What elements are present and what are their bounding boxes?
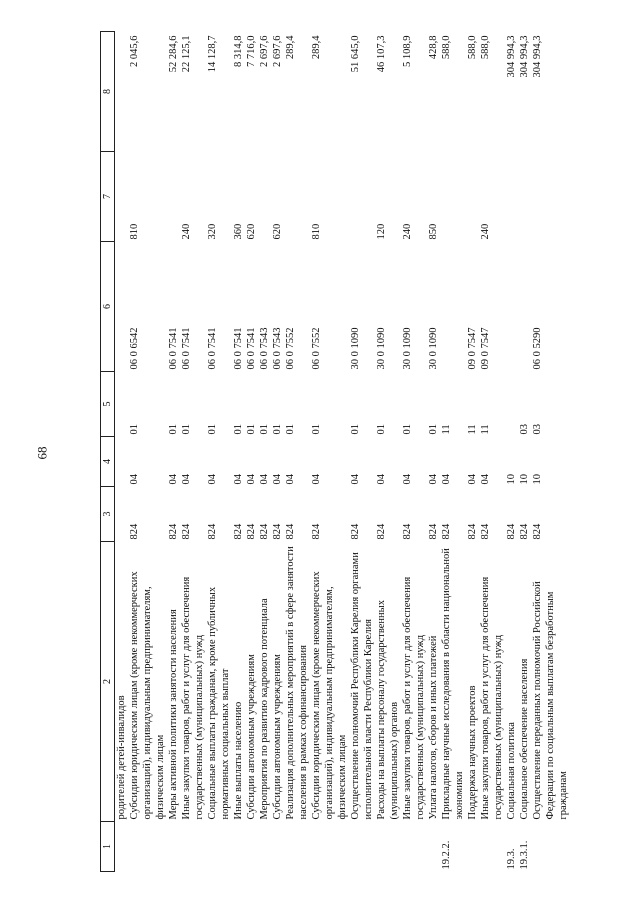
table-row bbox=[180, 32, 206, 872]
table-row bbox=[284, 32, 310, 872]
amount-cell: 588,0 bbox=[467, 35, 478, 60]
section-code-cell: 04 bbox=[259, 474, 270, 485]
table-row bbox=[232, 32, 245, 872]
subsection-code-cell: 11 bbox=[467, 424, 478, 435]
subsection-code-cell: 01 bbox=[311, 424, 322, 435]
target-article-cell: 06 0 7541 bbox=[207, 327, 218, 370]
subsection-code-cell: 01 bbox=[168, 424, 179, 435]
amount-cell: 22 125,1 bbox=[181, 35, 192, 73]
expense-type-cell bbox=[440, 152, 466, 242]
ministry-code-cell: 824 bbox=[506, 523, 517, 540]
subsection-code-cell: 01 bbox=[428, 424, 439, 435]
section-code-cell: 10 bbox=[506, 474, 517, 485]
row-number-cell bbox=[479, 822, 505, 872]
target-article-cell: 06 0 5290 bbox=[532, 327, 543, 370]
subsection-code-cell: 01 bbox=[376, 424, 387, 435]
ministry-code-cell: 824 bbox=[402, 523, 413, 540]
target-article-cell: 06 0 7543 bbox=[259, 327, 270, 370]
target-article-cell: 06 0 7541 bbox=[233, 327, 244, 370]
subsection-code-cell: 01 bbox=[129, 424, 140, 435]
description-cell: Социальные выплаты гражданам, кроме публичных нормативных социальных выплат bbox=[207, 586, 231, 820]
description-cell: Субсидии автономным учреждениям bbox=[246, 654, 257, 820]
description-cell: Социальная политика bbox=[506, 722, 517, 820]
target-article-cell: 06 0 7552 bbox=[311, 327, 322, 370]
amount-cell: 289,4 bbox=[285, 35, 296, 60]
description-cell: Прикладные научные исследования в области национальной экономики bbox=[441, 548, 465, 820]
description-cell: Социальное обеспечение населения bbox=[519, 658, 530, 820]
subsection-code-cell: 01 bbox=[233, 424, 244, 435]
ministry-code-cell: 824 bbox=[233, 523, 244, 540]
subsection-code-cell: 03 bbox=[519, 424, 530, 435]
amount-cell: 289,4 bbox=[311, 35, 322, 60]
page-number: 68 bbox=[34, 446, 50, 460]
section-code-cell: 04 bbox=[285, 474, 296, 485]
section-code-cell: 10 bbox=[519, 474, 530, 485]
target-article-cell: 30 0 1090 bbox=[402, 327, 413, 370]
expense-type-cell bbox=[284, 152, 310, 242]
section-code-cell bbox=[115, 437, 129, 487]
section-code-cell: 04 bbox=[376, 474, 387, 485]
target-article-cell: 06 0 7552 bbox=[285, 327, 296, 370]
row-number-cell bbox=[427, 822, 440, 872]
column-header: 3 bbox=[101, 487, 115, 542]
amount-cell: 46 107,3 bbox=[376, 35, 387, 73]
description-cell: Осуществление переданных полномочий Российской Федерации по социальным выплатам безработным гражданам bbox=[532, 581, 569, 820]
subsection-code-cell: 01 bbox=[350, 424, 361, 435]
ministry-code-cell: 824 bbox=[467, 523, 478, 540]
subsection-code-cell bbox=[505, 372, 518, 437]
row-number-cell: 19.3. bbox=[506, 848, 517, 870]
expense-type-cell: 620 bbox=[246, 223, 257, 240]
row-number-cell: 19.2.2. bbox=[441, 840, 452, 870]
table-row bbox=[440, 32, 466, 872]
table-row bbox=[375, 32, 401, 872]
section-code-cell: 10 bbox=[532, 474, 543, 485]
section-code-cell: 04 bbox=[272, 474, 283, 485]
ministry-code-cell: 824 bbox=[285, 523, 296, 540]
column-header: 2 bbox=[101, 542, 115, 822]
expense-type-cell: 360 bbox=[233, 223, 244, 240]
expense-type-cell bbox=[531, 152, 570, 242]
amount-cell: 2 045,6 bbox=[129, 35, 140, 67]
row-number-cell bbox=[115, 822, 129, 872]
row-number-cell bbox=[271, 822, 284, 872]
row-number-cell bbox=[206, 822, 232, 872]
amount-cell: 51 645,0 bbox=[350, 35, 361, 73]
section-code-cell: 04 bbox=[402, 474, 413, 485]
amount-cell bbox=[115, 32, 129, 152]
subsection-code-cell: 01 bbox=[207, 424, 218, 435]
expense-type-cell bbox=[518, 152, 531, 242]
row-number-cell bbox=[531, 822, 570, 872]
amount-cell: 588,0 bbox=[480, 35, 491, 60]
description-cell: Осуществление полномочий Республики Карелия органами исполнительной власти Республики Карелия bbox=[350, 552, 374, 820]
section-code-cell: 04 bbox=[441, 474, 452, 485]
amount-cell: 2 697,6 bbox=[272, 35, 283, 67]
section-code-cell: 04 bbox=[246, 474, 257, 485]
ministry-code-cell: 824 bbox=[272, 523, 283, 540]
expense-type-cell bbox=[505, 152, 518, 242]
expense-type-cell bbox=[115, 152, 129, 242]
amount-cell: 5 108,9 bbox=[402, 35, 413, 67]
amount-cell: 14 128,7 bbox=[207, 35, 218, 73]
table-row bbox=[258, 32, 271, 872]
column-header: 1 bbox=[101, 822, 115, 872]
ministry-code-cell: 824 bbox=[311, 523, 322, 540]
ministry-code-cell: 824 bbox=[207, 523, 218, 540]
column-header: 5 bbox=[101, 372, 115, 437]
expense-type-cell bbox=[258, 152, 271, 242]
row-number-cell bbox=[128, 822, 167, 872]
section-code-cell: 04 bbox=[168, 474, 179, 485]
description-cell: Иные выплаты населению bbox=[233, 701, 244, 820]
ministry-code-cell: 824 bbox=[480, 523, 491, 540]
amount-cell: 428,8 bbox=[428, 35, 439, 60]
row-number-cell bbox=[167, 822, 180, 872]
table-row bbox=[531, 32, 570, 872]
table-body bbox=[115, 32, 571, 872]
expense-type-cell bbox=[466, 152, 479, 242]
description-cell: Поддержка научных проектов bbox=[467, 685, 478, 820]
table-row bbox=[427, 32, 440, 872]
description-cell: Иные закупки товаров, работ и услуг для обеспечения государственных (муниципальных) нужд bbox=[480, 576, 504, 820]
description-cell: Субсидии юридическим лицам (кроме некоммерческих организаций), индивидуальным предпринимателям, физическим лицам bbox=[129, 571, 166, 820]
column-header: 8 bbox=[101, 32, 115, 152]
table-row bbox=[505, 32, 518, 872]
expense-type-cell: 120 bbox=[376, 223, 387, 240]
description-cell: Меры активной политики занятости населения bbox=[168, 609, 179, 820]
description-cell: родителей детей-инвалидов bbox=[116, 695, 127, 820]
target-article-cell: 30 0 1090 bbox=[376, 327, 387, 370]
description-cell: Субсидии автономным учреждениям bbox=[272, 654, 283, 820]
description-cell: Мероприятия по развитию кадрового потенциала bbox=[259, 598, 270, 820]
table-row bbox=[115, 32, 129, 872]
description-cell: Иные закупки товаров, работ и услуг для обеспечения государственных (муниципальных) нужд bbox=[181, 576, 205, 820]
subsection-code-cell: 01 bbox=[285, 424, 296, 435]
column-header: 7 bbox=[101, 152, 115, 242]
target-article-cell: 09 0 7547 bbox=[467, 327, 478, 370]
amount-cell: 304 994,3 bbox=[506, 35, 517, 78]
target-article-cell: 06 0 7543 bbox=[272, 327, 283, 370]
ministry-code-cell: 824 bbox=[441, 523, 452, 540]
ministry-code-cell: 824 bbox=[129, 523, 140, 540]
expense-type-cell: 810 bbox=[129, 223, 140, 240]
ministry-code-cell: 824 bbox=[181, 523, 192, 540]
amount-cell: 588,0 bbox=[441, 35, 452, 60]
ministry-code-cell: 824 bbox=[532, 523, 543, 540]
ministry-code-cell: 824 bbox=[428, 523, 439, 540]
subsection-code-cell: 03 bbox=[532, 424, 543, 435]
section-code-cell: 04 bbox=[480, 474, 491, 485]
row-number-cell bbox=[245, 822, 258, 872]
subsection-code-cell: 01 bbox=[246, 424, 257, 435]
expense-type-cell: 240 bbox=[181, 223, 192, 240]
expense-type-cell bbox=[167, 152, 180, 242]
row-number-cell bbox=[375, 822, 401, 872]
amount-cell: 304 994,3 bbox=[519, 35, 530, 78]
table-row bbox=[206, 32, 232, 872]
amount-cell: 304 994,3 bbox=[532, 35, 543, 78]
table-row bbox=[167, 32, 180, 872]
description-cell: Реализация дополнительных мероприятий в сфере занятости населения в рамках софинансирования bbox=[285, 546, 309, 820]
target-article-cell bbox=[440, 242, 466, 372]
section-code-cell: 04 bbox=[233, 474, 244, 485]
section-code-cell: 04 bbox=[350, 474, 361, 485]
row-number-cell bbox=[466, 822, 479, 872]
target-article-cell: 06 0 7541 bbox=[181, 327, 192, 370]
table-row bbox=[271, 32, 284, 872]
target-article-cell bbox=[115, 242, 129, 372]
table-header-row bbox=[101, 32, 115, 872]
table-row bbox=[128, 32, 167, 872]
description-cell: Уплата налогов, сборов и иных платежей bbox=[428, 635, 439, 820]
target-article-cell: 30 0 1090 bbox=[350, 327, 361, 370]
amount-cell: 8 314,8 bbox=[233, 35, 244, 67]
expense-type-cell: 240 bbox=[402, 223, 413, 240]
section-code-cell: 04 bbox=[311, 474, 322, 485]
budget-table bbox=[100, 31, 570, 872]
ministry-code-cell: 824 bbox=[246, 523, 257, 540]
row-number-cell bbox=[349, 822, 375, 872]
amount-cell: 2 697,6 bbox=[259, 35, 270, 67]
expense-type-cell: 320 bbox=[207, 223, 218, 240]
section-code-cell: 04 bbox=[181, 474, 192, 485]
target-article-cell: 06 0 7541 bbox=[246, 327, 257, 370]
section-code-cell: 04 bbox=[428, 474, 439, 485]
ministry-code-cell: 824 bbox=[259, 523, 270, 540]
table-row bbox=[479, 32, 505, 872]
row-number-cell bbox=[232, 822, 245, 872]
target-article-cell: 09 0 7547 bbox=[480, 327, 491, 370]
expense-type-cell: 810 bbox=[311, 223, 322, 240]
ministry-code-cell: 824 bbox=[519, 523, 530, 540]
amount-cell: 7 716,0 bbox=[246, 35, 257, 67]
target-article-cell: 06 0 6542 bbox=[129, 327, 140, 370]
ministry-code-cell: 824 bbox=[168, 523, 179, 540]
ministry-code-cell: 824 bbox=[350, 523, 361, 540]
table-row bbox=[245, 32, 258, 872]
row-number-cell bbox=[401, 822, 427, 872]
target-article-cell: 30 0 1090 bbox=[428, 327, 439, 370]
description-cell: Иные закупки товаров, работ и услуг для обеспечения государственных (муниципальных) нужд bbox=[402, 576, 426, 820]
expense-type-cell: 620 bbox=[272, 223, 283, 240]
section-code-cell: 04 bbox=[467, 474, 478, 485]
table-row bbox=[349, 32, 375, 872]
subsection-code-cell: 01 bbox=[272, 424, 283, 435]
table-row bbox=[466, 32, 479, 872]
section-code-cell: 04 bbox=[207, 474, 218, 485]
row-number-cell: 19.3.1. bbox=[519, 840, 530, 870]
row-number-cell bbox=[258, 822, 271, 872]
subsection-code-cell: 01 bbox=[402, 424, 413, 435]
target-article-cell bbox=[518, 242, 531, 372]
subsection-code-cell: 01 bbox=[259, 424, 270, 435]
row-number-cell bbox=[180, 822, 206, 872]
row-number-cell bbox=[284, 822, 310, 872]
subsection-code-cell: 11 bbox=[480, 424, 491, 435]
target-article-cell: 06 0 7541 bbox=[168, 327, 179, 370]
budget-table-sheet bbox=[100, 32, 610, 872]
subsection-code-cell: 11 bbox=[441, 424, 452, 435]
description-cell: Расходы на выплаты персоналу государственных (муниципальных) органов bbox=[376, 600, 400, 820]
table-row bbox=[310, 32, 349, 872]
ministry-code-cell bbox=[115, 487, 129, 542]
expense-type-cell: 240 bbox=[480, 223, 491, 240]
subsection-code-cell: 01 bbox=[181, 424, 192, 435]
description-cell: Субсидии юридическим лицам (кроме некоммерческих организаций), индивидуальным предпринимателям, физическим лицам bbox=[311, 571, 348, 820]
expense-type-cell: 850 bbox=[428, 223, 439, 240]
column-header: 6 bbox=[101, 242, 115, 372]
subsection-code-cell bbox=[115, 372, 129, 437]
amount-cell: 52 284,6 bbox=[168, 35, 179, 73]
table-row bbox=[518, 32, 531, 872]
section-code-cell: 04 bbox=[129, 474, 140, 485]
expense-type-cell bbox=[349, 152, 375, 242]
table-row bbox=[401, 32, 427, 872]
target-article-cell bbox=[505, 242, 518, 372]
ministry-code-cell: 824 bbox=[376, 523, 387, 540]
row-number-cell bbox=[310, 822, 349, 872]
column-header: 4 bbox=[101, 437, 115, 487]
